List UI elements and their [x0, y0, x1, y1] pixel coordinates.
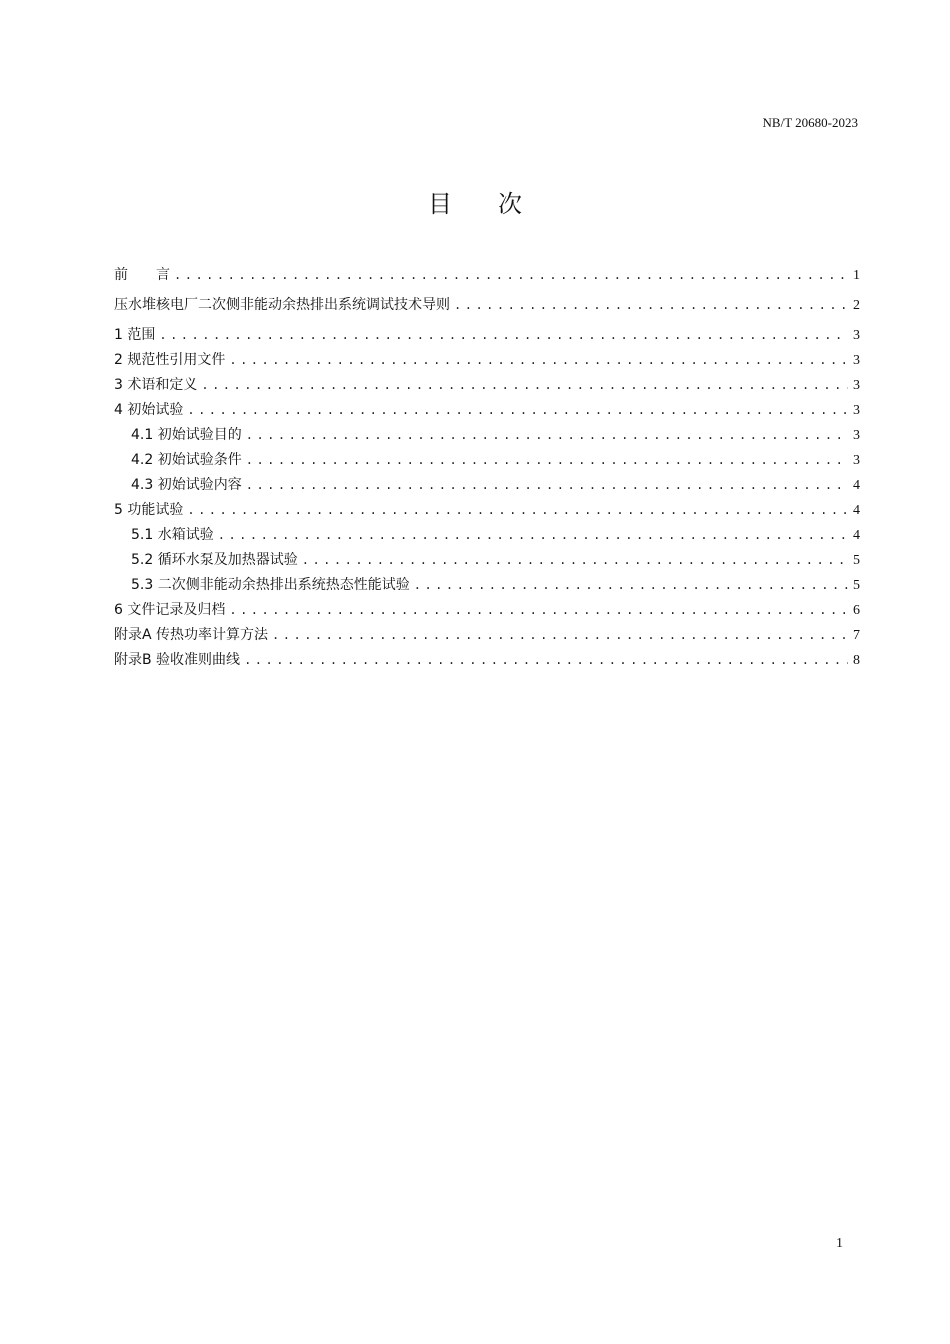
toc-entry[interactable]: [114, 349, 860, 374]
toc-entry[interactable]: [114, 424, 860, 449]
toc-entry[interactable]: [114, 524, 860, 549]
toc-leader: [414, 578, 848, 592]
toc-label: 1 范围: [114, 327, 156, 343]
toc-entry[interactable]: [114, 649, 860, 674]
toc-entry[interactable]: [114, 399, 860, 424]
footer-page-number: 1: [836, 1236, 843, 1251]
toc-label: 3 术语和定义: [114, 377, 198, 393]
toc-label: 6 文件记录及归档: [114, 602, 226, 618]
toc-leader: [174, 268, 848, 282]
toc-label: 4.2 初始试验条件: [131, 452, 242, 468]
toc-entry[interactable]: [114, 474, 860, 499]
toc-label: 2 规范性引用文件: [114, 352, 226, 368]
toc-label: 附录B 验收准则曲线: [114, 652, 241, 668]
toc-leader: [246, 428, 848, 442]
standard-code: NB/T 20680-2023: [762, 115, 858, 130]
toc-label: 4 初始试验: [114, 402, 184, 418]
toc-label: 5 功能试验: [114, 502, 184, 518]
toc-label: 前 言: [114, 267, 170, 283]
toc-page: 2: [853, 298, 860, 313]
toc-entry[interactable]: [114, 624, 860, 649]
toc-entry[interactable]: [114, 449, 860, 474]
table-of-contents: [114, 264, 860, 674]
toc-entry[interactable]: [114, 599, 860, 624]
toc-entry[interactable]: [114, 374, 860, 399]
toc-leader: [187, 503, 848, 517]
toc-entry[interactable]: [114, 324, 860, 349]
toc-label: 5.1 水箱试验: [131, 527, 214, 543]
page-title: [0, 184, 950, 219]
toc-leader: [246, 478, 848, 492]
toc-label: 附录A 传热功率计算方法: [114, 627, 269, 643]
title-char-1: 目: [428, 190, 452, 218]
toc-page: 6: [853, 603, 860, 618]
toc-page: 3: [853, 328, 860, 343]
toc-entry[interactable]: [114, 264, 860, 294]
toc-label: 5.3 二次侧非能动余热排出系统热态性能试验: [131, 577, 410, 593]
toc-entry[interactable]: [114, 294, 860, 324]
toc-page: 4: [853, 528, 860, 543]
toc-page: 5: [853, 553, 860, 568]
toc-page: 3: [853, 453, 860, 468]
toc-leader: [187, 403, 848, 417]
toc-page: 3: [853, 403, 860, 418]
toc-page: 3: [853, 378, 860, 393]
toc-page: 3: [853, 428, 860, 443]
toc-entry[interactable]: [114, 574, 860, 599]
toc-page: 5: [853, 578, 860, 593]
toc-leader: [159, 328, 848, 342]
title-char-2: 次: [498, 190, 522, 218]
toc-leader: [454, 298, 848, 312]
toc-leader: [218, 528, 848, 542]
toc-leader: [272, 628, 848, 642]
toc-page: 1: [853, 268, 860, 283]
toc-entry[interactable]: [114, 549, 860, 574]
toc-page: 8: [853, 653, 860, 668]
toc-label: 5.2 循环水泵及加热器试验: [131, 552, 298, 568]
toc-page: 7: [853, 628, 860, 643]
toc-page: 3: [853, 353, 860, 368]
toc-label: 压水堆核电厂二次侧非能动余热排出系统调试技术导则: [114, 297, 450, 313]
toc-leader: [229, 353, 848, 367]
toc-label: 4.3 初始试验内容: [131, 477, 242, 493]
toc-label: 4.1 初始试验目的: [131, 427, 242, 443]
toc-leader: [201, 378, 848, 392]
toc-leader: [229, 603, 848, 617]
toc-entry[interactable]: [114, 499, 860, 524]
toc-leader: [246, 453, 848, 467]
toc-leader: [302, 553, 848, 567]
toc-leader: [244, 653, 848, 667]
toc-page: 4: [853, 503, 860, 518]
toc-page: 4: [853, 478, 860, 493]
